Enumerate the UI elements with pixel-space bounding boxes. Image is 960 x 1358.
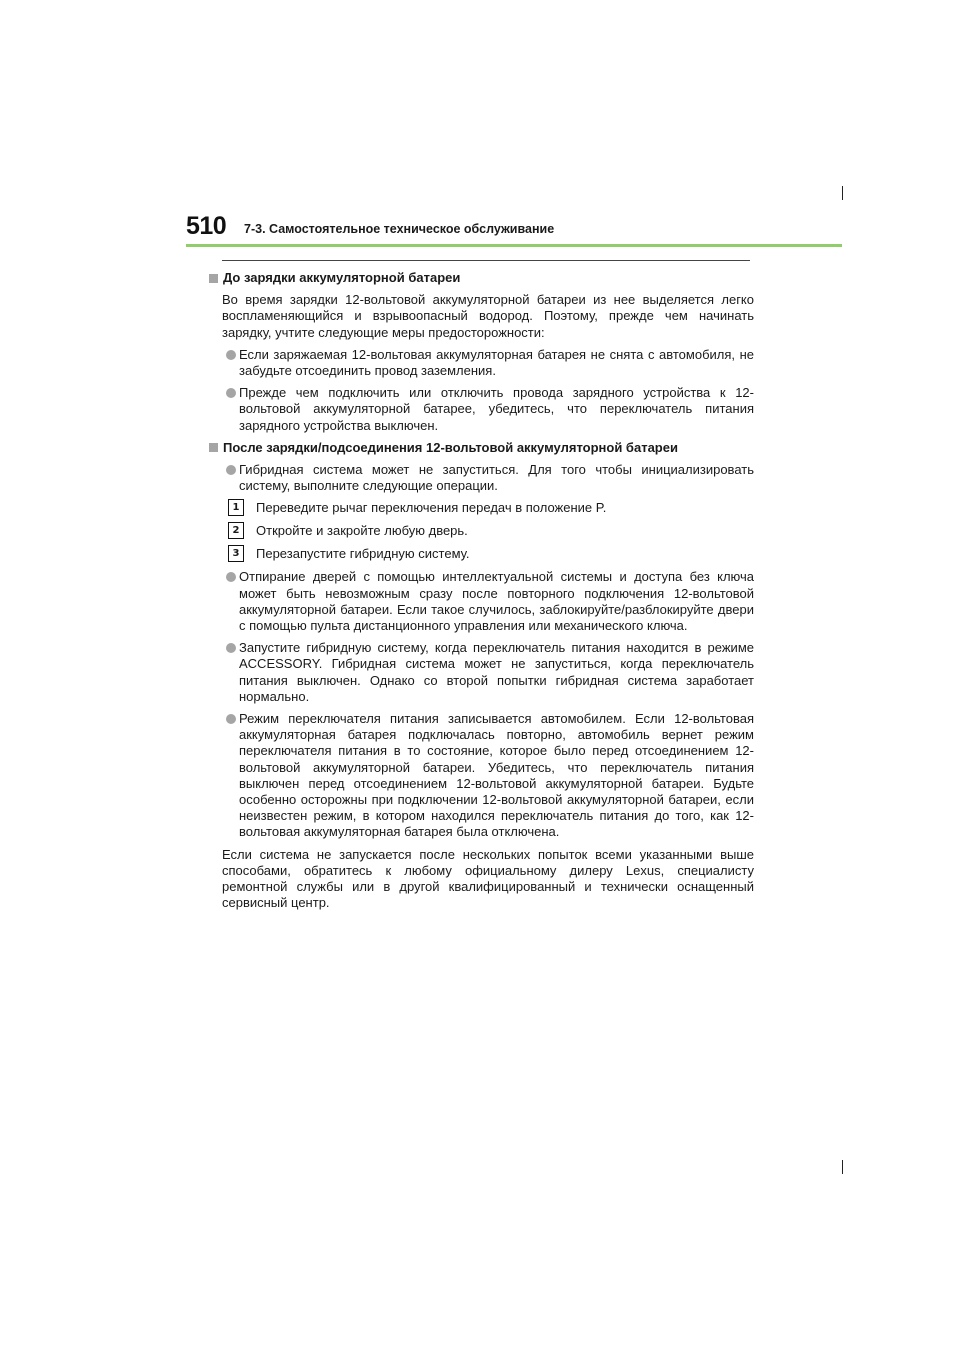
circle-bullet-icon [226,465,236,475]
circle-bullet-icon [226,350,236,360]
content-divider [222,260,750,261]
list-item [239,385,754,434]
step-item [232,523,754,540]
heading-text: После зарядки/подсоединения 12-вольтовой аккумуляторной батареи [223,439,678,455]
list-item [239,640,754,705]
square-bullet-icon [209,443,218,452]
page-number: 510 [186,212,227,240]
square-bullet-icon [209,274,218,283]
list-item [239,347,754,379]
step-text: Перезапустите гибридную систему. [256,546,470,562]
step-number-badge: 2 [228,522,244,539]
circle-bullet-icon [226,643,236,653]
step-number-badge: 1 [228,499,244,516]
step-item [232,500,754,517]
heading-before-charging [209,270,754,286]
step-text: Переведите рычаг переключения передач в положение P. [256,500,607,516]
list-item [239,711,754,841]
list-item [239,569,754,634]
bullet-text: Режим переключателя питания записывается автомобилем. Если 12-вольтовая аккумуляторная батарея подключалась повторно, автомобиль вернет режим переключателя питания в то состояние, которое было перед отсоединением 12-вольтовой аккумуляторной батареи. Убедитесь, что переключатель питания выключен перед отсоединением 12-вольтовой аккумуляторной батареи. Будьте особенно осторожны при подключении 12-вольтовой аккумуляторной батареи, если неизвестен режим, в котором находился переключатель питания до того, как 12-вольтовая аккумуляторная батарея была отключена. [239,711,754,840]
step-text: Откройте и закройте любую дверь. [256,523,468,539]
crop-mark-top [842,186,843,200]
header-rule [186,244,842,247]
circle-bullet-icon [226,714,236,724]
section-title: 7-3. Самостоятельное техническое обслуживание [244,222,555,236]
step-item [232,546,754,563]
closing-paragraph: Если система не запускается после нескольких попыток всеми указанными выше способами, обратитесь к любому официальному дилеру Lexus, специалисту ремонтной службы или в другой квалифицированный и технически оснащенный сервисный центр. [222,846,754,911]
step-number-badge: 3 [228,545,244,562]
list-item [239,462,754,494]
bullet-text: Отпирание дверей с помощью интеллектуальной системы и доступа без ключа может быть невозможным сразу после повторного подключения 12-вольтовой аккумуляторной батареи. Если такое случилось, заблокируйте/разблокируйте двери с помощью пульта дистанционного управления или механического ключа. [239,569,754,634]
bullet-text: Запустите гибридную систему, когда переключатель питания находится в режиме ACCESSORY. Гибридная система может не запуститься, когда переключатель питания выключен. Однако со второй попытки гибридная система заработает нормально. [239,640,754,704]
crop-mark-bottom [842,1160,843,1174]
intro-paragraph: Во время зарядки 12-вольтовой аккумуляторной батареи из нее выделяется легко воспламеняющийся и взрывоопасный водород. Поэтому, прежде чем начинать зарядку, учтите следующие меры предосторожности: [222,292,754,340]
heading-after-charging [209,440,754,456]
circle-bullet-icon [226,388,236,398]
heading-text: До зарядки аккумуляторной батареи [223,270,461,285]
bullet-text: Прежде чем подключить или отключить провода зарядного устройства к 12-вольтовой аккумуляторной батарее, убедитесь, что переключатель питания зарядного устройства выключен. [239,385,754,433]
page-content [209,270,754,912]
bullet-text: Если заряжаемая 12-вольтовая аккумуляторная батарея не снята с автомобиля, не забудьте отсоединить провод заземления. [239,346,754,379]
circle-bullet-icon [226,572,236,582]
bullet-text: Гибридная система может не запуститься. Для того чтобы инициализировать систему, выполните следующие операции. [239,462,754,494]
